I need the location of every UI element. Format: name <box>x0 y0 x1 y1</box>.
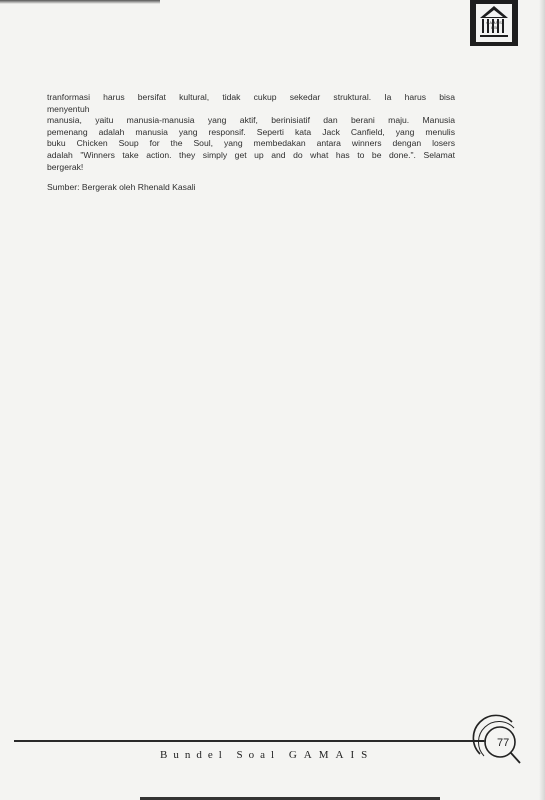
logo-line1: GAMAIS <box>486 20 502 25</box>
body-line-6: adalah "Winners take action. they simply get up and do what has to be done.". Selamat <box>47 149 455 160</box>
source-citation: Sumber: Bergerak oleh Rhenald Kasali <box>47 182 196 193</box>
scan-edge-top <box>0 0 160 4</box>
scan-edge-right <box>539 0 545 800</box>
footer-rule <box>14 740 484 742</box>
body-line-1: tranformasi harus bersifat kultural, tidak cukup sekedar struktural. Ia harus bisa <box>47 92 455 102</box>
body-line-4: pemenang adalah manusia yang responsif. Seperti kata Jack Canfield, yang menulis <box>47 126 455 137</box>
body-line-3: manusia, yaitu manusia-manusia yang aktif, berinisiatif dan berani maju. Manusia <box>47 115 455 126</box>
article-body <box>47 92 455 194</box>
body-line-2: menyentuh <box>47 103 90 114</box>
footer-title-brand: GAMAIS <box>288 749 375 761</box>
body-line-7: bergerak! <box>47 161 84 172</box>
logo-line2: ITB <box>490 25 498 30</box>
footer-title-prefix: Bundel Soal <box>160 749 281 761</box>
gamais-logo-icon <box>470 0 518 46</box>
footer-title <box>160 749 374 761</box>
body-line-5: buku Chicken Soup for the Soul, yang membedakan antara winners dengan losers <box>47 138 455 149</box>
page-number: 77 <box>497 737 510 749</box>
